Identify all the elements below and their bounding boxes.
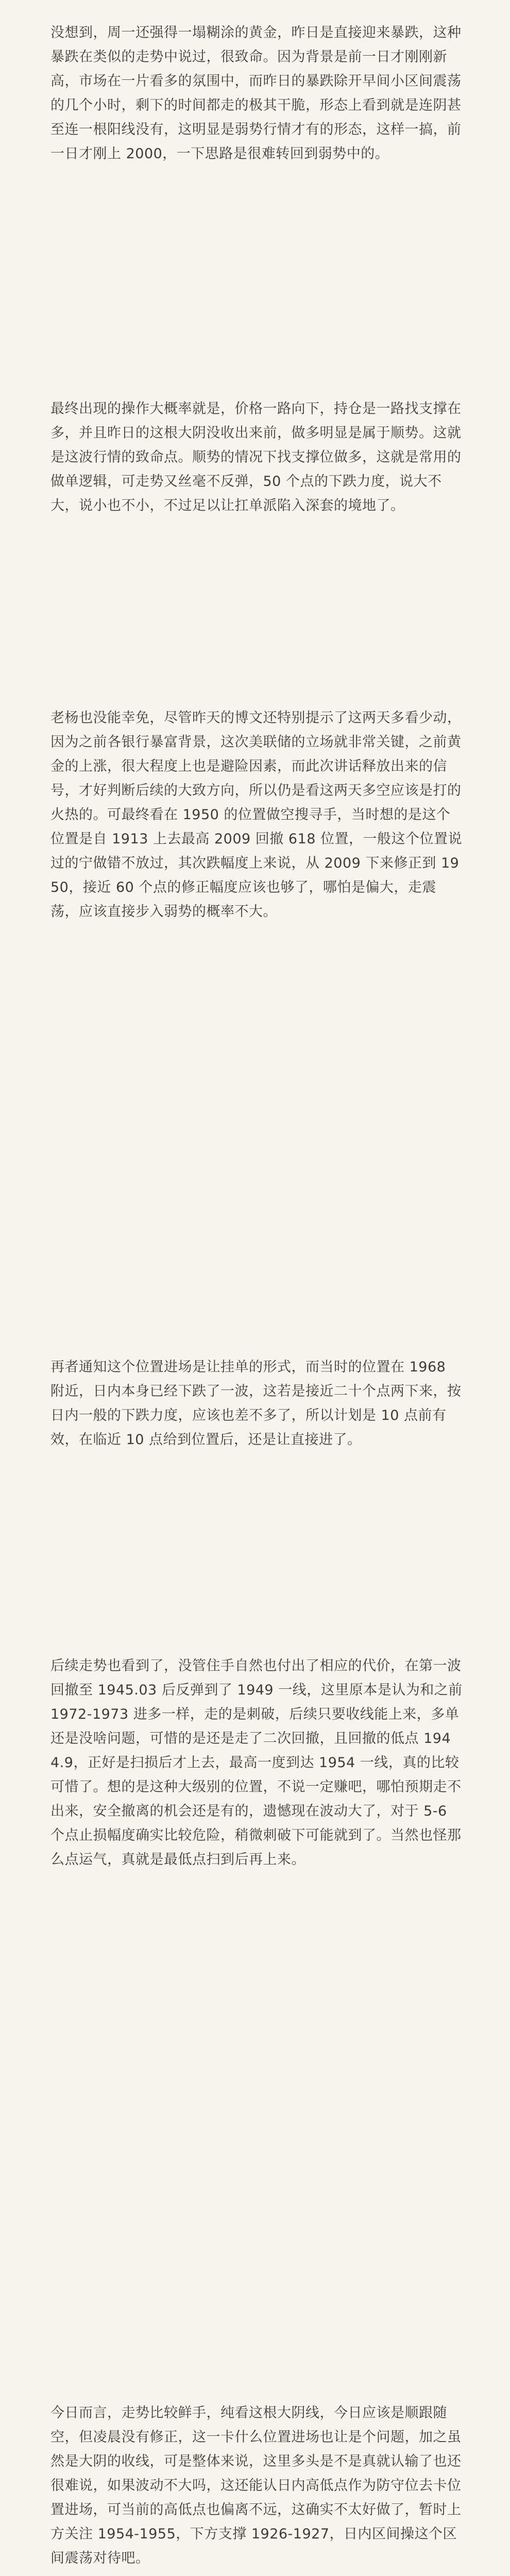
paragraph-1: 没想到，周一还强得一塌糊涂的黄金，昨日是直接迎来暴跌，这种暴跌在类似的走势中说过，很致命。因为背景是前一日才刚刚新高，市场在一片看多的氛围中，而昨日的暴跌除开早间小区间震荡的几个小时，剩下的时间都走的极其干脆，形态上看到就是连阴甚至连一根阳线没有，这明显是弱势行情才有的形态，这样一搞，前一日才刚上 2000，一下思路是很难转回到弱势中的。 (50, 25, 462, 162)
paragraph-6: 今日而言，走势比较鲜手，纯看这根大阴线，今日应该是顺跟随空，但凌晨没有修正，这一卡什么位置进场也让是个问题，加之虽然是大阴的收线，可是整体来说，这里多头是不是真就认输了也还很难说，如果波动不大吗，这还能认日内高低点作为防守位去卡位置进场，可当前的高低点也偏离不远，这确实不太好做了，暂时上方关注 1954-1955，下方支撑 1926-1927，日内区间操这个区间震荡对待吧。 (50, 2405, 462, 2566)
paragraph-2: 最终出现的操作大概率就是，价格一路向下，持仓是一路找支撑在多，并且昨日的这根大阴没收出来前，做多明显是属于顺势。这就是这波行情的致命点。顺势的情况下找支撑位做多，这就是常用的做单逻辑，可走势又丝毫不反弹，50 个点的下跌力度，说大不大，说小也不小，不过足以让扛单派陷入深套的境地了。 (50, 401, 462, 514)
paragraph-5: 后续走势也看到了，没管住手自然也付出了相应的代价，在第一波回撤至 1945.03 后反弹到了 1949 一线，这里原本是认为和之前 1972-1973 进多一样，走的是刺破，后续只要收线能上来，多单还是没啥问题，可惜的是还是走了二次回撤，且回撤的低点 1944.9，正好是扫损后才上去，最高一度到达 1954 一线，真的比较可惜了。想的是这种大级别的位置，不说一定赚吧，哪怕预期走不出来，安全撤离的机会还是有的，遗憾现在波动大了，对于 5-6 个点止损幅度确实比较危险，稍微刺破下可能就到了。当然也怪那么点运气，真就是最低点扫到后再上来。 (50, 1658, 467, 1868)
paragraph-4: 再者通知这个位置进场是让挂单的形式，而当时的位置在 1968 附近，日内本身已经下跌了一波，这若是接近二十个点两下来，按日内一般的下跌力度，应该也差不多了，所以计划是 10 点前有效，在临近 10 点给到位置后，还是让直接进了。 (50, 1359, 462, 1448)
paragraph-3: 老杨也没能幸免，尽管昨天的博文还特别提示了这两天多看少动，因为之前各银行暴富背景，这次美联储的立场就非常关键，之前黄金的上涨，很大程度上也是避险因素，而此次讲话释放出来的信号，才好判断后续的大致方向，所以仍是看这两天多空应该是打的火热的。可最终看在 1950 的位置做空搜寻手，当时想的是这个位置是自 1913 上去最高 2009 回撤 618 位置，一般这个位置说过的宁做错不放过，其次跌幅度上来说，从 2009 下来修正到 1950，接近 60 个点的修正幅度应该也够了，哪怕是偏大，走震荡，应该直接步入弱势的概率不大。 (50, 710, 462, 920)
